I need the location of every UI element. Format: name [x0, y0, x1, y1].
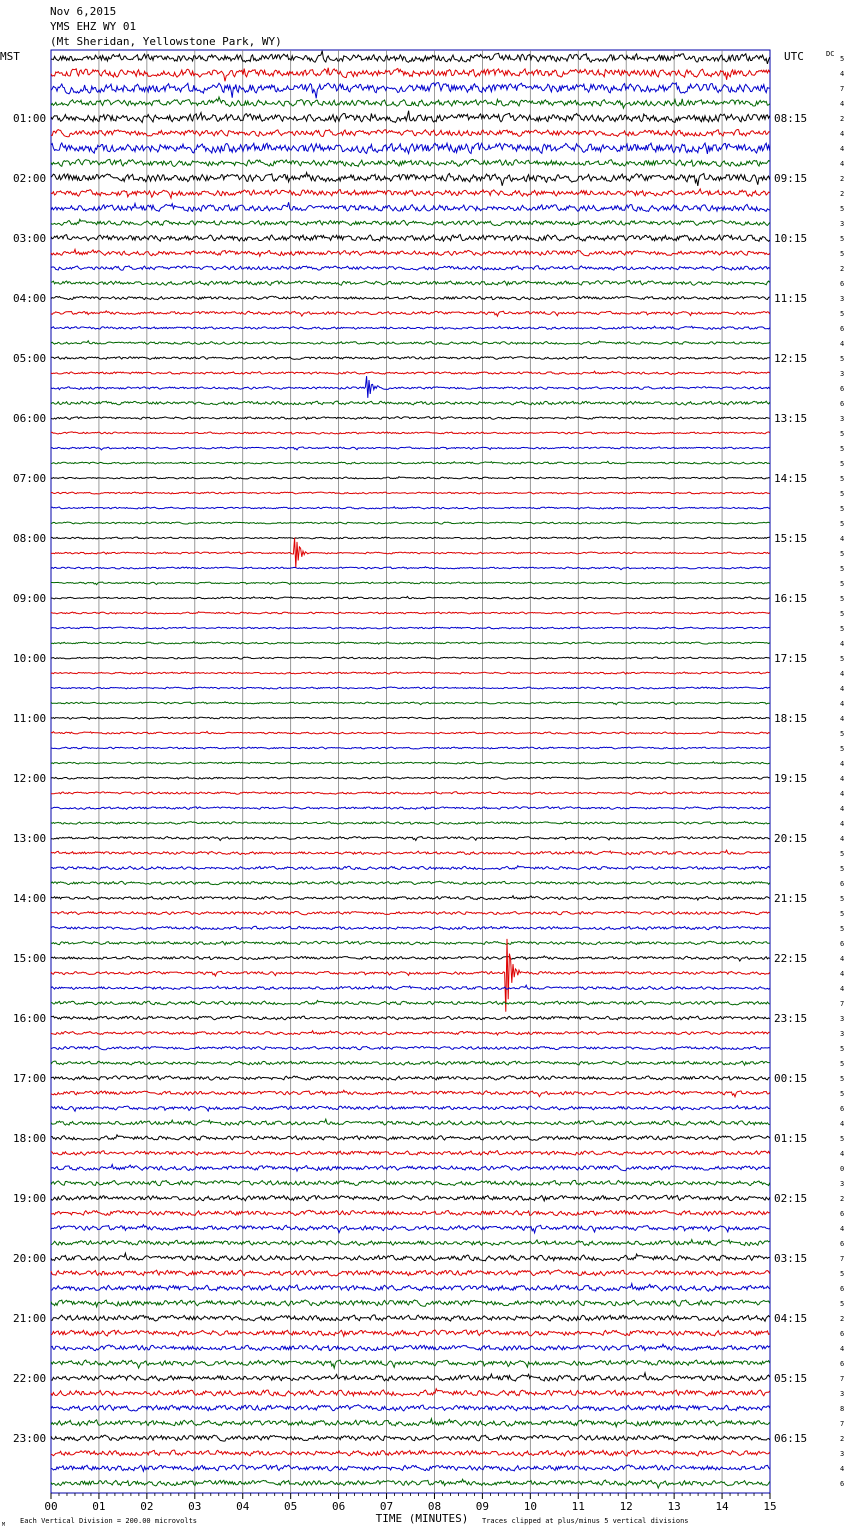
mst-hour-label: 02:00 — [13, 172, 47, 185]
trace-row — [51, 1210, 770, 1215]
dc-offset-value: 5 — [840, 580, 845, 588]
dc-offset-value: 5 — [840, 1090, 845, 1098]
dc-offset-value: 6 — [840, 940, 845, 948]
mst-hour-label: 19:00 — [13, 1192, 47, 1205]
dc-offset-value: 5 — [840, 745, 845, 753]
trace-row — [51, 956, 770, 961]
utc-hour-label: 03:15 — [774, 1252, 808, 1265]
x-tick-label: 09 — [475, 1500, 490, 1513]
dc-offset-value: 5 — [840, 730, 845, 738]
trace-row — [51, 1419, 770, 1427]
trace-row — [51, 1450, 770, 1456]
trace-row — [51, 189, 770, 198]
trace-row — [51, 538, 770, 568]
mst-hour-label: 15:00 — [13, 952, 47, 965]
x-tick-label: 02 — [140, 1500, 154, 1513]
dc-offset-value: 7 — [840, 1000, 845, 1008]
trace-row — [51, 747, 770, 749]
station-code: YMS EHZ WY 01 — [50, 20, 137, 33]
dc-offset-value: 5 — [840, 235, 845, 243]
dc-offset-value: 5 — [840, 895, 845, 903]
trace-row — [51, 266, 770, 270]
dc-offset-value: 3 — [840, 1030, 845, 1038]
trace-row — [51, 130, 770, 137]
dc-offset-value: 6 — [840, 1210, 845, 1218]
left-timezone-label: MST — [0, 50, 20, 63]
trace-row — [51, 866, 770, 870]
utc-hour-label: 15:15 — [774, 532, 808, 545]
mst-hour-label: 14:00 — [13, 892, 47, 905]
dc-offset-value: 2 — [840, 1195, 845, 1203]
dc-offset-value: 2 — [840, 265, 845, 273]
utc-hour-label: 13:15 — [774, 412, 808, 425]
trace-row — [51, 821, 770, 824]
trace-row — [51, 850, 770, 854]
trace-row — [51, 1270, 770, 1276]
dc-offset-value: 5 — [840, 355, 845, 363]
trace-row — [51, 582, 770, 585]
dc-offset-value: 2 — [840, 1315, 845, 1323]
mst-hour-label: 12:00 — [13, 772, 47, 785]
seismic-traces — [51, 51, 770, 1488]
utc-hour-label: 22:15 — [774, 952, 808, 965]
trace-row — [51, 173, 770, 186]
plot-date: Nov 6,2015 — [50, 5, 117, 18]
mst-hour-label: 06:00 — [13, 412, 47, 425]
dc-offset-value: 3 — [840, 370, 845, 378]
dc-offset-value: 5 — [840, 205, 845, 213]
dc-offset-value: 5 — [840, 445, 845, 453]
dc-offset-value: 4 — [840, 700, 845, 708]
utc-hour-label: 11:15 — [774, 292, 808, 305]
trace-row — [51, 1180, 770, 1185]
trace-row — [51, 627, 770, 629]
trace-row — [51, 143, 770, 154]
right-timezone-label: UTC — [784, 50, 804, 63]
trace-row — [51, 1195, 770, 1201]
trace-row — [51, 642, 770, 645]
dc-offset-value: 5 — [840, 925, 845, 933]
dc-offset-value: 4 — [840, 955, 845, 963]
trace-row — [51, 792, 770, 794]
dc-offset-value: 4 — [840, 535, 845, 543]
trace-row — [51, 837, 770, 841]
mst-hour-label: 10:00 — [13, 652, 47, 665]
dc-offset-value: 7 — [840, 85, 845, 93]
x-tick-label: 01 — [92, 1500, 106, 1513]
utc-hour-label: 06:15 — [774, 1432, 808, 1445]
dc-offset-value: 3 — [840, 295, 845, 303]
dc-offset-value: 5 — [840, 850, 845, 858]
dc-offset-value: 2 — [840, 175, 845, 183]
trace-row — [51, 1465, 770, 1471]
dc-offset-value: 5 — [840, 1075, 845, 1083]
trace-row — [51, 83, 770, 99]
dc-offset-value: 6 — [840, 1285, 845, 1293]
trace-row — [51, 1405, 770, 1411]
dc-offset-value: 4 — [840, 820, 845, 828]
dc-offset-value: 2 — [840, 190, 845, 198]
dc-label: DC — [826, 50, 835, 58]
dc-offset-value: 5 — [840, 595, 845, 603]
utc-hour-label: 01:15 — [774, 1132, 808, 1145]
dc-offset-value: 6 — [840, 1105, 845, 1113]
dc-offset-value: 5 — [840, 430, 845, 438]
dc-offset-value: 8 — [840, 1405, 845, 1413]
trace-row — [51, 1373, 770, 1381]
dc-offset-value: 5 — [840, 1060, 845, 1068]
mst-hour-label: 05:00 — [13, 352, 47, 365]
trace-row — [51, 731, 770, 734]
x-tick-label: 15 — [763, 1500, 777, 1513]
trace-row — [51, 1046, 770, 1049]
utc-hour-label: 12:15 — [774, 352, 808, 365]
trace-row — [51, 567, 770, 570]
utc-hour-label: 02:15 — [774, 1192, 808, 1205]
trace-row — [51, 596, 770, 599]
trace-row — [51, 68, 770, 82]
mst-hour-label: 07:00 — [13, 472, 47, 485]
dc-offset-value: 6 — [840, 880, 845, 888]
trace-row — [51, 537, 770, 539]
trace-row — [51, 296, 770, 300]
dc-offset-value: 5 — [840, 250, 845, 258]
trace-row — [51, 672, 770, 674]
trace-row — [51, 1253, 770, 1261]
dc-offset-value: 2 — [840, 1435, 845, 1443]
dc-offset-value: 4 — [840, 805, 845, 813]
utc-hour-label: 14:15 — [774, 472, 808, 485]
trace-row — [51, 1479, 770, 1488]
dc-offset-value: 6 — [840, 400, 845, 408]
dc-offset-value: 4 — [840, 985, 845, 993]
utc-hour-label: 19:15 — [774, 772, 808, 785]
x-tick-label: 08 — [427, 1500, 442, 1513]
trace-row — [51, 702, 770, 705]
dc-offset-value: 5 — [840, 865, 845, 873]
utc-hour-label: 08:15 — [774, 112, 808, 125]
utc-hour-label: 04:15 — [774, 1312, 808, 1325]
dc-offset-value: 7 — [840, 1255, 845, 1263]
trace-row — [51, 376, 770, 398]
trace-row — [51, 326, 770, 329]
dc-offset-value: 5 — [840, 490, 845, 498]
trace-row — [51, 507, 770, 510]
trace-row — [51, 281, 770, 286]
dc-offset-value: 4 — [840, 715, 845, 723]
dc-offset-value: 6 — [840, 1480, 845, 1488]
trace-row — [51, 941, 770, 945]
mst-hour-label: 20:00 — [13, 1252, 47, 1265]
trace-row — [51, 447, 770, 450]
trace-row — [51, 432, 770, 434]
dc-offset-value: 5 — [840, 910, 845, 918]
scale-note: Each Vertical Division = 200.00 microvolts — [20, 1517, 198, 1525]
dc-offset-value: 4 — [840, 160, 845, 168]
dc-offset-value: 5 — [840, 610, 845, 618]
trace-row — [51, 417, 770, 420]
utc-hour-label: 09:15 — [774, 172, 808, 185]
dc-offset-value: 4 — [840, 145, 845, 153]
trace-row — [51, 939, 770, 1012]
utc-hour-label: 23:15 — [774, 1012, 808, 1025]
trace-row — [51, 687, 770, 689]
x-tick-label: 06 — [331, 1500, 346, 1513]
utc-hour-label: 05:15 — [774, 1372, 808, 1385]
mst-hour-label: 03:00 — [13, 232, 47, 245]
trace-row — [51, 612, 770, 614]
mst-hour-label: 09:00 — [13, 592, 47, 605]
trace-row — [51, 492, 770, 494]
trace-row — [51, 985, 770, 989]
dc-offset-value: 4 — [840, 100, 845, 108]
dc-offset-value: 5 — [840, 55, 845, 63]
dc-offset-value: 4 — [840, 1345, 845, 1353]
dc-offset-value: 3 — [840, 220, 845, 228]
utc-hour-label: 21:15 — [774, 892, 808, 905]
trace-row — [51, 1090, 770, 1097]
trace-row — [51, 1135, 770, 1141]
mst-hour-label: 21:00 — [13, 1312, 47, 1325]
dc-offset-value: 4 — [840, 70, 845, 78]
x-tick-label: 05 — [284, 1500, 298, 1513]
mst-hour-label: 22:00 — [13, 1372, 47, 1385]
trace-row — [51, 1360, 770, 1368]
trace-row — [51, 717, 770, 720]
dc-offset-value: 5 — [840, 655, 845, 663]
dc-offset-value: 5 — [840, 1135, 845, 1143]
clip-note: Traces clipped at plus/minus 5 vertical divisions — [482, 1517, 689, 1525]
trace-row — [51, 762, 770, 764]
trace-row — [51, 401, 770, 405]
utc-hour-label: 16:15 — [774, 592, 808, 605]
trace-row — [51, 311, 770, 316]
dc-offset-value: 3 — [840, 415, 845, 423]
x-tick-label: 11 — [571, 1500, 585, 1513]
trace-row — [51, 371, 770, 374]
trace-row — [51, 1300, 770, 1307]
trace-row — [51, 159, 770, 166]
x-tick-label: 13 — [667, 1500, 681, 1513]
trace-row — [51, 357, 770, 360]
dc-offset-value: 4 — [840, 1465, 845, 1473]
trace-row — [51, 1240, 770, 1246]
x-tick-label: 03 — [188, 1500, 202, 1513]
trace-row — [51, 249, 770, 256]
trace-row — [51, 97, 770, 108]
trace-row — [51, 461, 770, 464]
mst-hour-label: 04:00 — [13, 292, 47, 305]
trace-row — [51, 1284, 770, 1292]
trace-row — [51, 522, 770, 524]
trace-row — [51, 219, 770, 225]
corner-mark: M — [2, 1522, 6, 1528]
dc-offset-value: 5 — [840, 565, 845, 573]
trace-row — [51, 1315, 770, 1321]
trace-row — [51, 1344, 770, 1351]
dc-offset-value: 6 — [840, 1240, 845, 1248]
dc-offset-value: 6 — [840, 1360, 845, 1368]
trace-row — [51, 1061, 770, 1065]
trace-row — [51, 1076, 770, 1080]
dc-offset-value: 5 — [840, 310, 845, 318]
x-tick-label: 12 — [619, 1500, 633, 1513]
trace-row — [51, 881, 770, 884]
dc-offset-value: 3 — [840, 1015, 845, 1023]
trace-row — [51, 1016, 770, 1020]
trace-row — [51, 1000, 770, 1004]
trace-row — [51, 202, 770, 211]
dc-offset-value: 6 — [840, 1330, 845, 1338]
x-tick-label: 14 — [715, 1500, 729, 1513]
trace-row — [51, 1435, 770, 1441]
trace-row — [51, 1119, 770, 1125]
trace-row — [51, 657, 770, 659]
trace-row — [51, 1151, 770, 1156]
dc-offset-value: 6 — [840, 280, 845, 288]
trace-row — [51, 807, 770, 810]
trace-row — [51, 777, 770, 779]
x-tick-label: 10 — [523, 1500, 537, 1513]
dc-offset-value: 3 — [840, 1180, 845, 1188]
utc-hour-label: 10:15 — [774, 232, 808, 245]
trace-row — [51, 896, 770, 900]
dc-offset-value: 4 — [840, 1225, 845, 1233]
dc-offset-value: 3 — [840, 1390, 845, 1398]
utc-hour-label: 17:15 — [774, 652, 808, 665]
dc-offset-value: 7 — [840, 1420, 845, 1428]
utc-hour-label: 00:15 — [774, 1072, 808, 1085]
mst-hour-label: 11:00 — [13, 712, 47, 725]
dc-offset-value: 4 — [840, 340, 845, 348]
dc-offset-value: 4 — [840, 685, 845, 693]
trace-row — [51, 1389, 770, 1396]
mst-hour-label: 18:00 — [13, 1132, 47, 1145]
x-tick-label: 04 — [236, 1500, 250, 1513]
mst-hour-label: 16:00 — [13, 1012, 47, 1025]
dc-offset-value: 7 — [840, 1375, 845, 1383]
trace-row — [51, 111, 770, 123]
trace-row — [51, 1225, 770, 1233]
dc-offset-value: 4 — [840, 640, 845, 648]
dc-offset-value: 5 — [840, 625, 845, 633]
dc-offset-value: 4 — [840, 775, 845, 783]
dc-offset-value: 5 — [840, 1300, 845, 1308]
time-labels — [13, 55, 844, 1513]
x-tick-label: 00 — [44, 1500, 58, 1513]
station-location: (Mt Sheridan, Yellowstone Park, WY) — [50, 35, 282, 48]
trace-row — [51, 926, 770, 930]
trace-row — [51, 1330, 770, 1336]
mst-hour-label: 17:00 — [13, 1072, 47, 1085]
trace-row — [51, 235, 770, 242]
trace-row — [51, 51, 770, 64]
dc-offset-value: 5 — [840, 520, 845, 528]
mst-hour-label: 23:00 — [13, 1432, 47, 1445]
x-axis-title: TIME (MINUTES) — [375, 1512, 469, 1525]
dc-offset-value: 4 — [840, 970, 845, 978]
mst-hour-label: 13:00 — [13, 832, 47, 845]
dc-offset-value: 4 — [840, 670, 845, 678]
dc-offset-value: 3 — [840, 1450, 845, 1458]
trace-row — [51, 911, 770, 914]
dc-offset-value: 6 — [840, 385, 845, 393]
utc-hour-label: 20:15 — [774, 832, 808, 845]
dc-offset-value: 5 — [840, 1270, 845, 1278]
trace-row — [51, 341, 770, 345]
dc-offset-value: 4 — [840, 835, 845, 843]
dc-offset-value: 5 — [840, 1045, 845, 1053]
dc-offset-value: 4 — [840, 790, 845, 798]
dc-offset-value: 5 — [840, 550, 845, 558]
dc-offset-value: 4 — [840, 1120, 845, 1128]
dc-offset-value: 5 — [840, 460, 845, 468]
dc-offset-value: 0 — [840, 1165, 845, 1173]
mst-hour-label: 08:00 — [13, 532, 47, 545]
utc-hour-label: 18:15 — [774, 712, 808, 725]
dc-offset-value: 4 — [840, 130, 845, 138]
dc-offset-value: 2 — [840, 115, 845, 123]
mst-hour-label: 01:00 — [13, 112, 47, 125]
trace-row — [51, 1031, 770, 1035]
trace-row — [51, 1106, 770, 1112]
dc-offset-value: 4 — [840, 1150, 845, 1158]
dc-offset-value: 5 — [840, 505, 845, 513]
dc-offset-value: 4 — [840, 760, 845, 768]
dc-offset-value: 6 — [840, 325, 845, 333]
trace-row — [51, 477, 770, 479]
trace-row — [51, 1165, 770, 1172]
dc-offset-value: 5 — [840, 475, 845, 483]
x-tick-label: 07 — [379, 1500, 394, 1513]
